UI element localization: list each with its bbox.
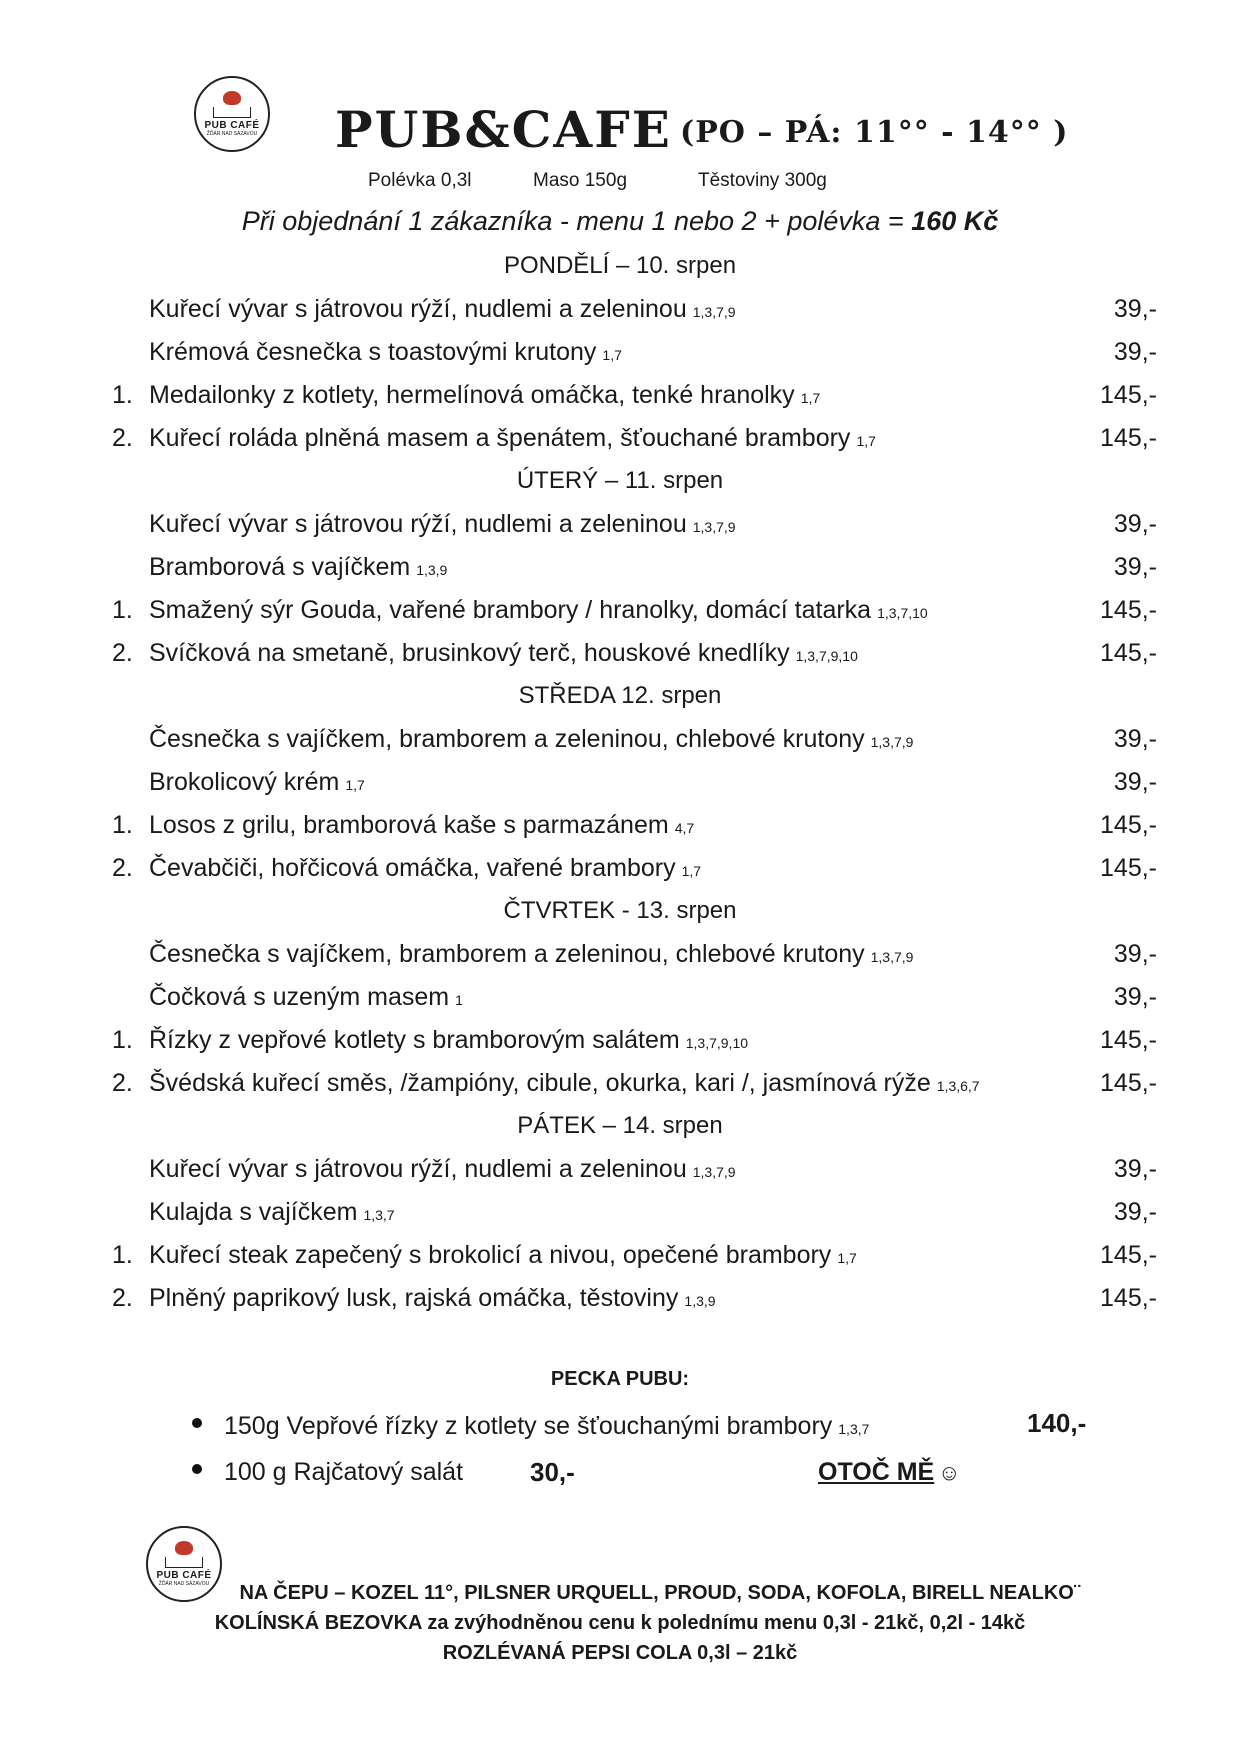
menu-item-allergens: 1,3,7,9 xyxy=(692,304,736,320)
menu-item-price: 39,- xyxy=(1113,768,1157,796)
logo-subtitle: ŽĎÁR NAD SÁZAVOU xyxy=(158,1581,210,1587)
menu-item xyxy=(0,295,1240,329)
menu-item xyxy=(0,811,1240,845)
menu-item-allergens: 1,7 xyxy=(837,1250,857,1266)
menu-item-price: 145,- xyxy=(1100,1026,1157,1054)
menu-item-price: 39,- xyxy=(1113,553,1157,581)
menu-item-name-wrap xyxy=(149,596,928,625)
menu-item-allergens: 1,3,7,9,10 xyxy=(685,1035,749,1051)
menu-item-price: 145,- xyxy=(1100,1284,1157,1312)
bullet-icon xyxy=(192,1418,202,1428)
pecka-item-2 xyxy=(224,1458,463,1487)
pub-cafe-logo xyxy=(194,76,270,152)
menu-item xyxy=(0,1155,1240,1189)
menu-item xyxy=(0,424,1240,458)
menu-item xyxy=(0,510,1240,544)
menu-item-name-wrap xyxy=(149,1069,980,1098)
menu-item xyxy=(0,596,1240,630)
menu-item-allergens: 1,3,6,7 xyxy=(936,1078,980,1094)
menu-item-allergens: 1,3,9 xyxy=(684,1293,716,1309)
menu-item xyxy=(0,940,1240,974)
menu-item-name: Česnečka s vajíčkem, bramborem a zeleninou, chlebové krutony xyxy=(149,940,865,968)
logo-hat-icon xyxy=(223,91,241,105)
pecka-item-1-price: 140,- xyxy=(1027,1408,1087,1438)
menu-item-name-wrap xyxy=(149,639,858,668)
menu-item-price: 39,- xyxy=(1113,983,1157,1011)
logo-subtitle: ŽĎÁR NAD SÁZAVOU xyxy=(206,131,258,137)
menu-item-allergens: 1,3,7,9,10 xyxy=(795,648,858,664)
menu-item-name-wrap xyxy=(149,725,913,754)
menu-item-name: Kuřecí vývar s játrovou rýží, nudlemi a zeleninou xyxy=(149,1155,687,1183)
menu-item xyxy=(0,725,1240,759)
menu-item-name: Bramborová s vajíčkem xyxy=(149,553,411,581)
menu-item-price: 145,- xyxy=(1100,596,1157,624)
pecka-item-2-price: 30,- xyxy=(530,1457,575,1487)
menu-item xyxy=(0,1069,1240,1103)
menu-item-name-wrap xyxy=(149,983,463,1012)
menu-item-number: 1. xyxy=(112,381,133,409)
turn-over-note: OTOČ MĚ xyxy=(818,1458,935,1486)
menu-item-allergens: 1,7 xyxy=(602,347,622,363)
menu-item-name-wrap xyxy=(149,940,913,969)
day-heading: PONDĚLÍ – 10. srpen xyxy=(503,252,737,279)
menu-item-name-wrap xyxy=(149,1241,857,1270)
menu-item-price: 145,- xyxy=(1100,424,1157,452)
menu-item-price: 145,- xyxy=(1100,811,1157,839)
menu-item-price: 39,- xyxy=(1113,510,1157,538)
logo-name: PUB CAFÉ xyxy=(156,1570,212,1581)
menu-item-name: Krémová česnečka s toastovými krutony xyxy=(149,338,597,366)
day-heading: ČTVRTEK - 13. srpen xyxy=(503,897,737,924)
pecka-title: PECKA PUBU: xyxy=(550,1368,690,1390)
menu-item-number: 2. xyxy=(112,424,133,452)
menu-item-allergens: 1,7 xyxy=(681,863,702,879)
menu-item-name-wrap xyxy=(149,1198,395,1227)
menu-item-number: 1. xyxy=(112,596,133,624)
menu-item-number: 2. xyxy=(112,639,133,667)
portion-soup: Polévka 0,3l xyxy=(368,170,472,191)
menu-item-price: 145,- xyxy=(1100,1069,1157,1097)
menu-item-number: 1. xyxy=(112,1026,133,1054)
portion-pasta: Těstoviny 300g xyxy=(698,170,827,191)
menu-item-allergens: 1,7 xyxy=(345,777,365,793)
menu-item-name: Medailonky z kotlety, hermelínová omáčka, tenké hranolky xyxy=(149,381,795,409)
menu-item xyxy=(0,1241,1240,1275)
menu-item-price: 39,- xyxy=(1113,295,1157,323)
menu-item-name: Kuřecí vývar s játrovou rýží, nudlemi a zeleninou xyxy=(149,295,687,323)
pecka-item-1-allergens: 1,3,7 xyxy=(838,1421,870,1437)
promo-text: Při objednání 1 zákazníka - menu 1 nebo 2 + polévka = xyxy=(241,206,904,236)
menu-item-name-wrap xyxy=(149,381,820,410)
menu-item-name-wrap xyxy=(149,1155,736,1184)
menu-item-allergens: 1,7 xyxy=(856,433,876,449)
menu-item-number: 2. xyxy=(112,854,133,882)
menu-item-price: 39,- xyxy=(1113,1198,1157,1226)
menu-item xyxy=(0,1026,1240,1060)
menu-item-name-wrap xyxy=(149,338,622,367)
opening-hours: (PO – PÁ: 11°° - 14°° ) xyxy=(680,115,1069,150)
footer-tap-line: NA ČEPU – KOZEL 11°, PILSNER URQUELL, PROUD, SODA, KOFOLA, BIRELL NEALKO¨ xyxy=(239,1582,1081,1604)
logo-building-icon xyxy=(165,1557,203,1568)
day-heading: STŘEDA 12. srpen xyxy=(518,682,722,709)
menu-item xyxy=(0,854,1240,888)
day-heading: ÚTERÝ – 11. srpen xyxy=(516,467,724,494)
menu-item-price: 39,- xyxy=(1113,940,1157,968)
menu-item-price: 145,- xyxy=(1100,854,1157,882)
menu-item-name-wrap xyxy=(149,854,701,883)
smiley-icon: ☺ xyxy=(938,1460,961,1485)
menu-item-allergens: 1,7 xyxy=(800,390,821,406)
menu-item-price: 145,- xyxy=(1100,639,1157,667)
menu-item-name-wrap xyxy=(149,811,694,840)
menu-item-number: 2. xyxy=(112,1069,133,1097)
page-title: PUB&CAFE xyxy=(335,100,672,159)
menu-item-name: Čevabčiči, hořčicová omáčka, vařené brambory xyxy=(149,854,676,882)
bullet-icon xyxy=(192,1464,202,1474)
menu-item-number: 1. xyxy=(112,811,133,839)
footer-bezovka-line: KOLÍNSKÁ BEZOVKA za zvýhodněnou cenu k polednímu menu 0,3l - 21kč, 0,2l - 14kč xyxy=(214,1612,1026,1634)
menu-item-name: Čočková s uzeným masem xyxy=(149,983,450,1011)
menu-item-name: Plněný paprikový lusk, rajská omáčka, těstoviny xyxy=(149,1284,679,1312)
menu-item-allergens: 4,7 xyxy=(674,820,695,836)
menu-item-number: 2. xyxy=(112,1284,133,1312)
menu-item xyxy=(0,338,1240,372)
portion-meat: Maso 150g xyxy=(533,170,628,191)
menu-item-allergens: 1,3,9 xyxy=(416,562,448,578)
menu-promo xyxy=(0,206,1240,237)
menu-item-name-wrap xyxy=(149,1026,748,1055)
menu-item-name-wrap xyxy=(149,1284,716,1313)
menu-item-name: Kulajda s vajíčkem xyxy=(149,1198,358,1226)
menu-item-allergens: 1,3,7,10 xyxy=(877,605,928,621)
menu-item xyxy=(0,768,1240,802)
footer-pepsi-line: ROZLÉVANÁ PEPSI COLA 0,3l – 21kč xyxy=(442,1642,798,1664)
menu-item-name: Losos z grilu, bramborová kaše s parmazánem xyxy=(149,811,669,839)
menu-item-allergens: 1,3,7,9 xyxy=(692,1164,736,1180)
pecka-item-2-name: 100 g Rajčatový salát xyxy=(224,1458,464,1486)
menu-item-name: Švédská kuřecí směs, /žampióny, cibule, okurka, kari /, jasmínová rýže xyxy=(149,1069,931,1097)
menu-item-name-wrap xyxy=(149,768,365,797)
menu-item-name-wrap xyxy=(149,295,736,324)
logo-building-icon xyxy=(213,107,251,118)
day-heading: PÁTEK – 14. srpen xyxy=(517,1112,723,1139)
menu-item-allergens: 1,3,7,9 xyxy=(870,734,914,750)
menu-item-name: Řízky z vepřové kotlety s bramborovým salátem xyxy=(149,1026,680,1054)
menu-item-price: 145,- xyxy=(1100,1241,1157,1269)
menu-item xyxy=(0,381,1240,415)
menu-item-name: Kuřecí steak zapečený s brokolicí a nivou, opečené brambory xyxy=(149,1241,832,1269)
menu-item-name: Brokolicový krém xyxy=(149,768,340,796)
menu-item xyxy=(0,1284,1240,1318)
menu-item-price: 39,- xyxy=(1113,338,1157,366)
menu-item-allergens: 1,3,7 xyxy=(363,1207,395,1223)
menu-item-price: 39,- xyxy=(1113,1155,1157,1183)
menu-item-price: 145,- xyxy=(1100,381,1157,409)
menu-item-allergens: 1,3,7,9 xyxy=(870,949,914,965)
menu-item-allergens: 1,3,7,9 xyxy=(692,519,736,535)
logo-name: PUB CAFÉ xyxy=(204,120,260,131)
menu-item xyxy=(0,1198,1240,1232)
menu-item xyxy=(0,639,1240,673)
menu-item-name-wrap xyxy=(149,510,736,539)
menu-item xyxy=(0,553,1240,587)
menu-item-allergens: 1 xyxy=(455,992,463,1008)
pecka-item-1-name: 150g Vepřové řízky z kotlety se šťouchanými brambory xyxy=(224,1412,833,1440)
menu-item-name: Kuřecí roláda plněná masem a špenátem, šťouchané brambory xyxy=(149,424,851,452)
menu-item-name: Kuřecí vývar s játrovou rýží, nudlemi a zeleninou xyxy=(149,510,687,538)
menu-item xyxy=(0,983,1240,1017)
menu-item-name: Česnečka s vajíčkem, bramborem a zeleninou, chlebové krutony xyxy=(149,725,865,753)
menu-item-name: Smažený sýr Gouda, vařené brambory / hranolky, domácí tatarka xyxy=(149,596,872,624)
menu-item-name-wrap xyxy=(149,553,447,582)
menu-item-number: 1. xyxy=(112,1241,133,1269)
promo-price: 160 Kč xyxy=(911,206,999,236)
menu-item-price: 39,- xyxy=(1113,725,1157,753)
menu-item-name-wrap xyxy=(149,424,876,453)
pecka-item-1 xyxy=(224,1412,869,1441)
logo-hat-icon xyxy=(175,1541,193,1555)
menu-item-name: Svíčková na smetaně, brusinkový terč, houskové knedlíky xyxy=(149,639,790,667)
